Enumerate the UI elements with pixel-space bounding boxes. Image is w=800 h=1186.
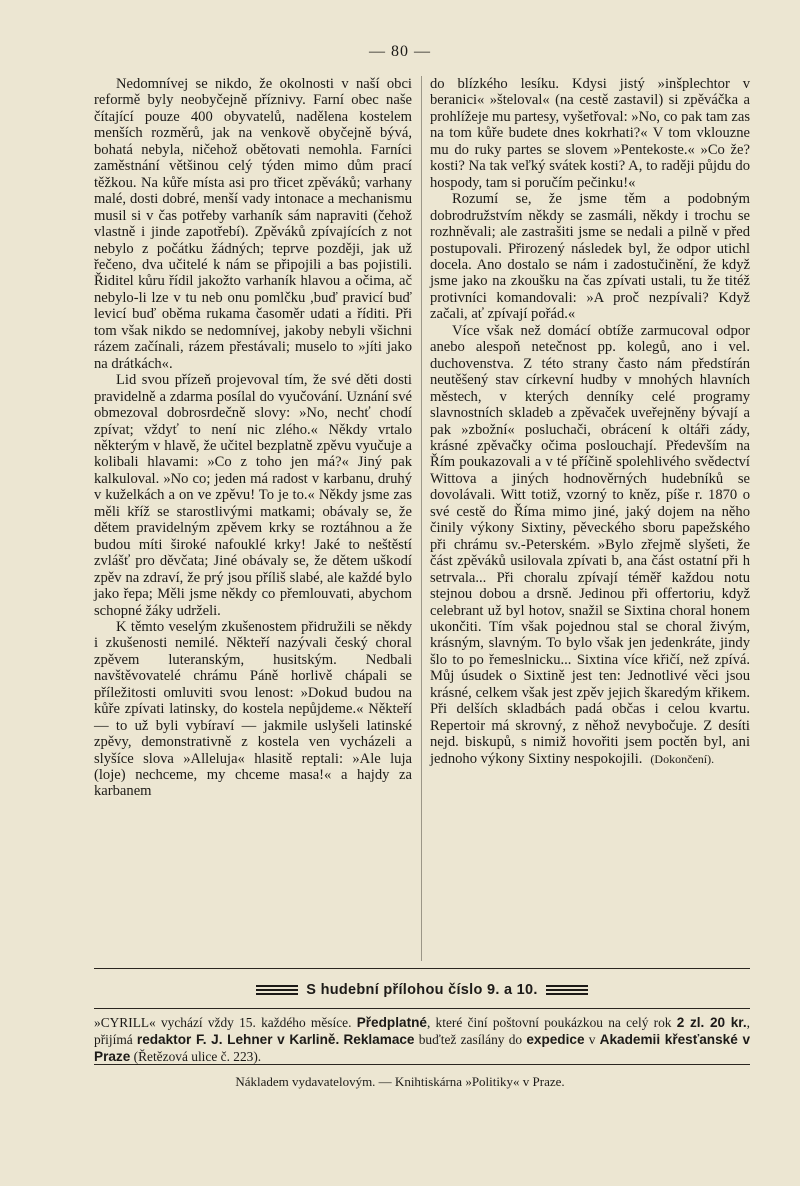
paragraph-text: Více však než domácí obtíže zarmucoval odpor anebo alespoň netečnost pp. kolegů, ano i vel. duchovenstva. Z této strany často nám předstírán neutěšený stav církevní hudby v mnohých hlavních městech, v kterých denníky celé programy slavnostních skladeb a zpěvaček uveřejněny bývají a pak »zbožní« posluchači, obrácení k oltáři zády, krásné zpěvačky očima poslouchají. Především na Řím poukazovali a v té příčině spolehlivého svědectví Wittova a jiných hodnověrných hudebníků se dovolávali. Witt totiž, vzorný to kněz, píše r. 1870 o své cestě do Říma mimo jiné, jaký dojem na něho činily výkony Sixtiny, pěveckého sboru papežského při chrámu sv.-Peterském. »Bylo zřejmě slyšeti, že část zpěváků usilovala zpívati b, ana část ostatní při h setrvala... Při choralu zpívají téměř každou notu stejnou dobou a drsně. Jedinou při offertoriu, když celebrant už byl hotov, snažil se Sixtina choral honem ukončiti. Tím však pojednou stal se choral živým, krásným, slavným. To bylo však jen jedenkráte, jindy šlo to po řemeslnicku... Sixtina více křičí, než zpívá. Můj úsudek o Sixtině jest ten: Jednotlivé věci jsou krásné, celkem však jest zpěv jejich škaredým křikem. Při delších skladbách padá občas i celou kvartu. Repertoir má skrovný, z něhož nevybočuje. Z desíti nejd. biskupů, s nimiž hovořiti jsem poctěn byl, ani jednoho výkony Sixtiny nespokojili.: [430, 322, 750, 767]
footer-bold: Akademii křesťanské v Praze: [94, 1032, 751, 1064]
paragraph: Nedomnívej se nikdo, že okolnosti v naší obci reformě byly neobyčejně příznivy. Farní obec naše čítající pouze 400 obyvatelů, nadělena kostelem menších rozměrů, jak na venkově obyčejně bývá, bohatá nebyla, ničehož obětovati nemohla. Farníci zaměstnání většinou celý týden mimo dům prací těžkou. Na kůře místa asi pro třicet zpěváků; varhany malé, dosti dobré, menší vady intonace a mechanismu musil si v čas potřeby varhaník sám napraviti (čehož vlastně i jinde zapotřebí). Zpěváků zpívajících z not nebylo z počátku žádných; teprve později, jak už řečeno, dva učitelé k nám se připojili a bas pojistili. Řiditel kůru řídil jakožto varhaník hlavou a očima, ač nebylo-li lze v tu neb onu pomlčku ,buď pravicí buď levicí buď oběma rukama časoměr udati a říditi. Při tom však nikdo se nedomnívej, jakoby nebyli všichni rázem začínali, rázem přestávali; muselo to »jíti jako na drátkách«.: [94, 76, 412, 372]
paragraph: [430, 323, 750, 767]
footer-text: , které činí poštovní poukázkou na celý rok: [426, 1015, 677, 1030]
paragraph: Rozumí se, že jsme těm a podobným dobrodružstvím někdy se zasmáli, někdy i trochu se rozhněvali; ale zastrašiti jsme se nedali a pilně v před postupovali. Přirozený následek byl, že odpor utichl docela. Ano dostalo se nám i zadostučinění, že když jsme jako na zkoušku na čas zpívati ustali, tu že titéž protivníci komandovali: »A proč nezpívali? Když začali, ať zpívají pořád.«: [430, 191, 750, 323]
footer-editor: redaktor F. J. Lehner v Karlině.: [136, 1032, 340, 1047]
divider: [94, 1008, 750, 1009]
ornament-bars: [546, 983, 588, 997]
footer-price: 2 zl. 20 kr.: [676, 1015, 747, 1030]
column-divider: [421, 76, 422, 961]
footer-text: (Řetězová ulice č. 223).: [130, 1049, 262, 1064]
supplement-text: S hudební přílohou číslo 9. a 10.: [306, 982, 538, 998]
supplement-notice: [94, 982, 750, 998]
footer-text: »CYRILL« vychází vždy 15. každého měsíce.: [94, 1015, 357, 1030]
ornament-bars: [256, 983, 298, 997]
left-column: [94, 76, 412, 800]
paragraph: do blízkého lesíku. Kdysi jistý »inšplechtor v beranici« »šteloval« (na cestě zastavil) si zpěváčka a prohlížeje mu partesy, vyšetřoval: »No, co pak tam zas na tom kůře budete dnes kokrhati?« V tom vklouzne mu do ruky partes se slovem »Pentekoste.« »Co že? kosti? Na tak veľký svátek kosti? A, to raději půjdu do hospody, tam si poručím pečinku!«: [430, 76, 751, 191]
imprint: Nákladem vydavatelovým. — Knihtiskárna »Politiky« v Praze.: [235, 1074, 565, 1089]
publication-info: [94, 1014, 750, 1065]
right-column: [430, 76, 750, 767]
divider: [94, 968, 750, 969]
footer-bold: Reklamace: [343, 1032, 415, 1047]
divider: [94, 1064, 750, 1065]
signature: (Dokončení).: [650, 751, 715, 766]
footer-bold: Předplatné: [356, 1015, 427, 1030]
footer-text: v: [584, 1032, 600, 1047]
paragraph: Lid svou přízeň projevoval tím, že své děti dosti pravidelně a zdarma posílal do vyučování. Uznání své obmezoval dobrosrdečně slovy: »No, nechť chodí zpívat; vždyť to není nic zlého.« Někdy vrtalo některým v hlavě, že učitel bezplatně zpěvu vyučuje a kolibali hlavami: »Co z toho jen má?« Jiný pak kalkuloval. »No co; jeden má radost v karbanu, druhý v kuželkách a on ve zpěvu! To je to.« Někdy jsme zas měli kříž se starostlivými matkami; obávaly se, že dětem pravidelným zpěvem krky se roztáhnou a že budou míti široké nafouklé krky! Jaké to neštěstí zvlášť pro děvčata; Jiné obávaly se, že dětem uškodí zpěv na zdraví, že prý jsou příliš slabé, ale každé bylo jako řepa; Měli jsme někdy co přemlouvati, abychom schopné žáky udrželi.: [94, 372, 412, 619]
footer-text: , přijímá: [94, 1015, 750, 1047]
footer-bold: expedice: [526, 1032, 585, 1047]
page-number: — 80 —: [369, 43, 431, 60]
paragraph: K těmto veselým zkušenostem přidružili se někdy i zkušenosti nemilé. Někteří nazývali český choral zpěvem luteranským, husitským. Nedbali navštěvovatelé chrámu Páně horlivě chápali se příležitosti omluviti svou lenost: »Dokud budou na kůře zpívati latinsky, do kostela nepůjdeme.« Někteří — to už byli vybíraví — jakmile uslyšeli latinské zpěvy, demonstrativně z kostela ven vycházeli a slyšíce slova »Alleluja« hlasitě reptali: »Ale luja (loje) nechceme, my chceme masa!« a hajdy za karbanem: [94, 618, 412, 800]
footer-text: buďtež zasílány do: [414, 1032, 527, 1047]
